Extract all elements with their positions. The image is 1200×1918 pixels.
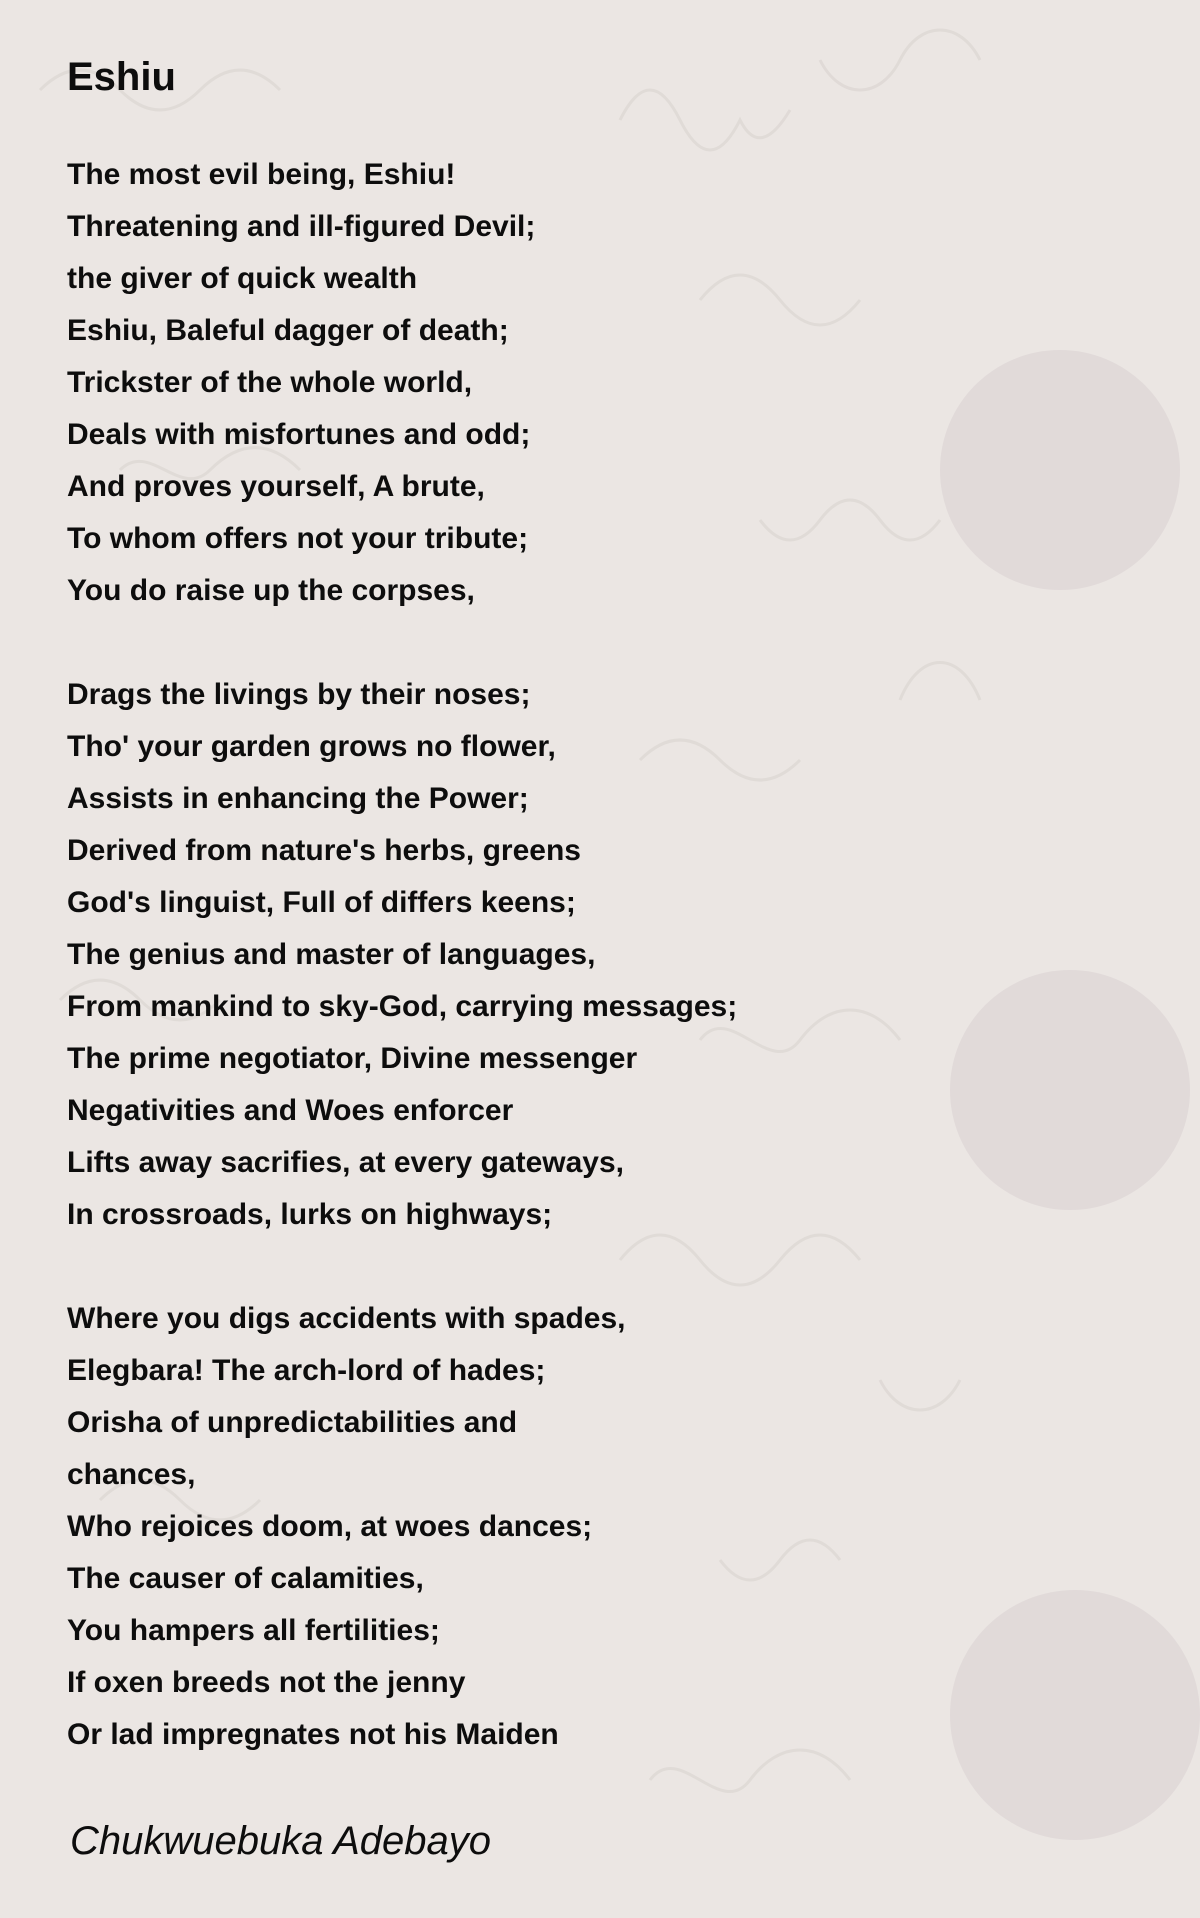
poem-line: And proves yourself, A brute,: [67, 470, 485, 503]
poem-line: You do raise up the corpses,: [67, 574, 475, 607]
poem-line: chances,: [67, 1458, 196, 1491]
poem-line: Deals with misfortunes and odd;: [67, 418, 531, 451]
stanza-gap: [67, 617, 1167, 669]
poem-line: To whom offers not your tribute;: [67, 522, 529, 555]
poem-body: [67, 149, 1167, 1761]
poem-line: Who rejoices doom, at woes dances;: [67, 1510, 593, 1543]
poem-line: Assists in enhancing the Power;: [67, 782, 529, 815]
poem-line: Trickster of the whole world,: [67, 366, 473, 399]
poem-line: In crossroads, lurks on highways;: [67, 1198, 553, 1231]
poem-line: Orisha of unpredictabilities and: [67, 1406, 518, 1439]
poem-line: You hampers all fertilities;: [67, 1614, 440, 1647]
poem-line: The causer of calamities,: [67, 1562, 424, 1595]
stanza: [67, 669, 1167, 1241]
poem-line: The genius and master of languages,: [67, 938, 596, 971]
poem-title: Eshiu: [67, 55, 176, 99]
poem-line: Lifts away sacrifies, at every gateways,: [67, 1146, 624, 1179]
stanza: [67, 1293, 1167, 1761]
poem-line: Where you digs accidents with spades,: [67, 1302, 626, 1335]
poem-author: Chukwuebuka Adebayo: [70, 1819, 492, 1863]
poem-line: The prime negotiator, Divine messenger: [67, 1042, 638, 1075]
poem-line: From mankind to sky-God, carrying messages;: [67, 990, 738, 1023]
poem-line: Drags the livings by their noses;: [67, 678, 531, 711]
poem-line: the giver of quick wealth: [67, 262, 418, 295]
poem-line: Derived from nature's herbs, greens: [67, 834, 581, 867]
poem-line: Threatening and ill-figured Devil;: [67, 210, 536, 243]
stanza-gap: [67, 1241, 1167, 1293]
stanza: [67, 149, 1167, 617]
poem-line: Tho' your garden grows no flower,: [67, 730, 556, 763]
poem-line: If oxen breeds not the jenny: [67, 1666, 466, 1699]
poem-line: Negativities and Woes enforcer: [67, 1094, 514, 1127]
poem-line: Or lad impregnates not his Maiden: [67, 1718, 559, 1751]
poem-line: The most evil being, Eshiu!: [67, 158, 456, 191]
poem-line: God's linguist, Full of differs keens;: [67, 886, 576, 919]
poem-line: Elegbara! The arch-lord of hades;: [67, 1354, 546, 1387]
poem-line: Eshiu, Baleful dagger of death;: [67, 314, 509, 347]
